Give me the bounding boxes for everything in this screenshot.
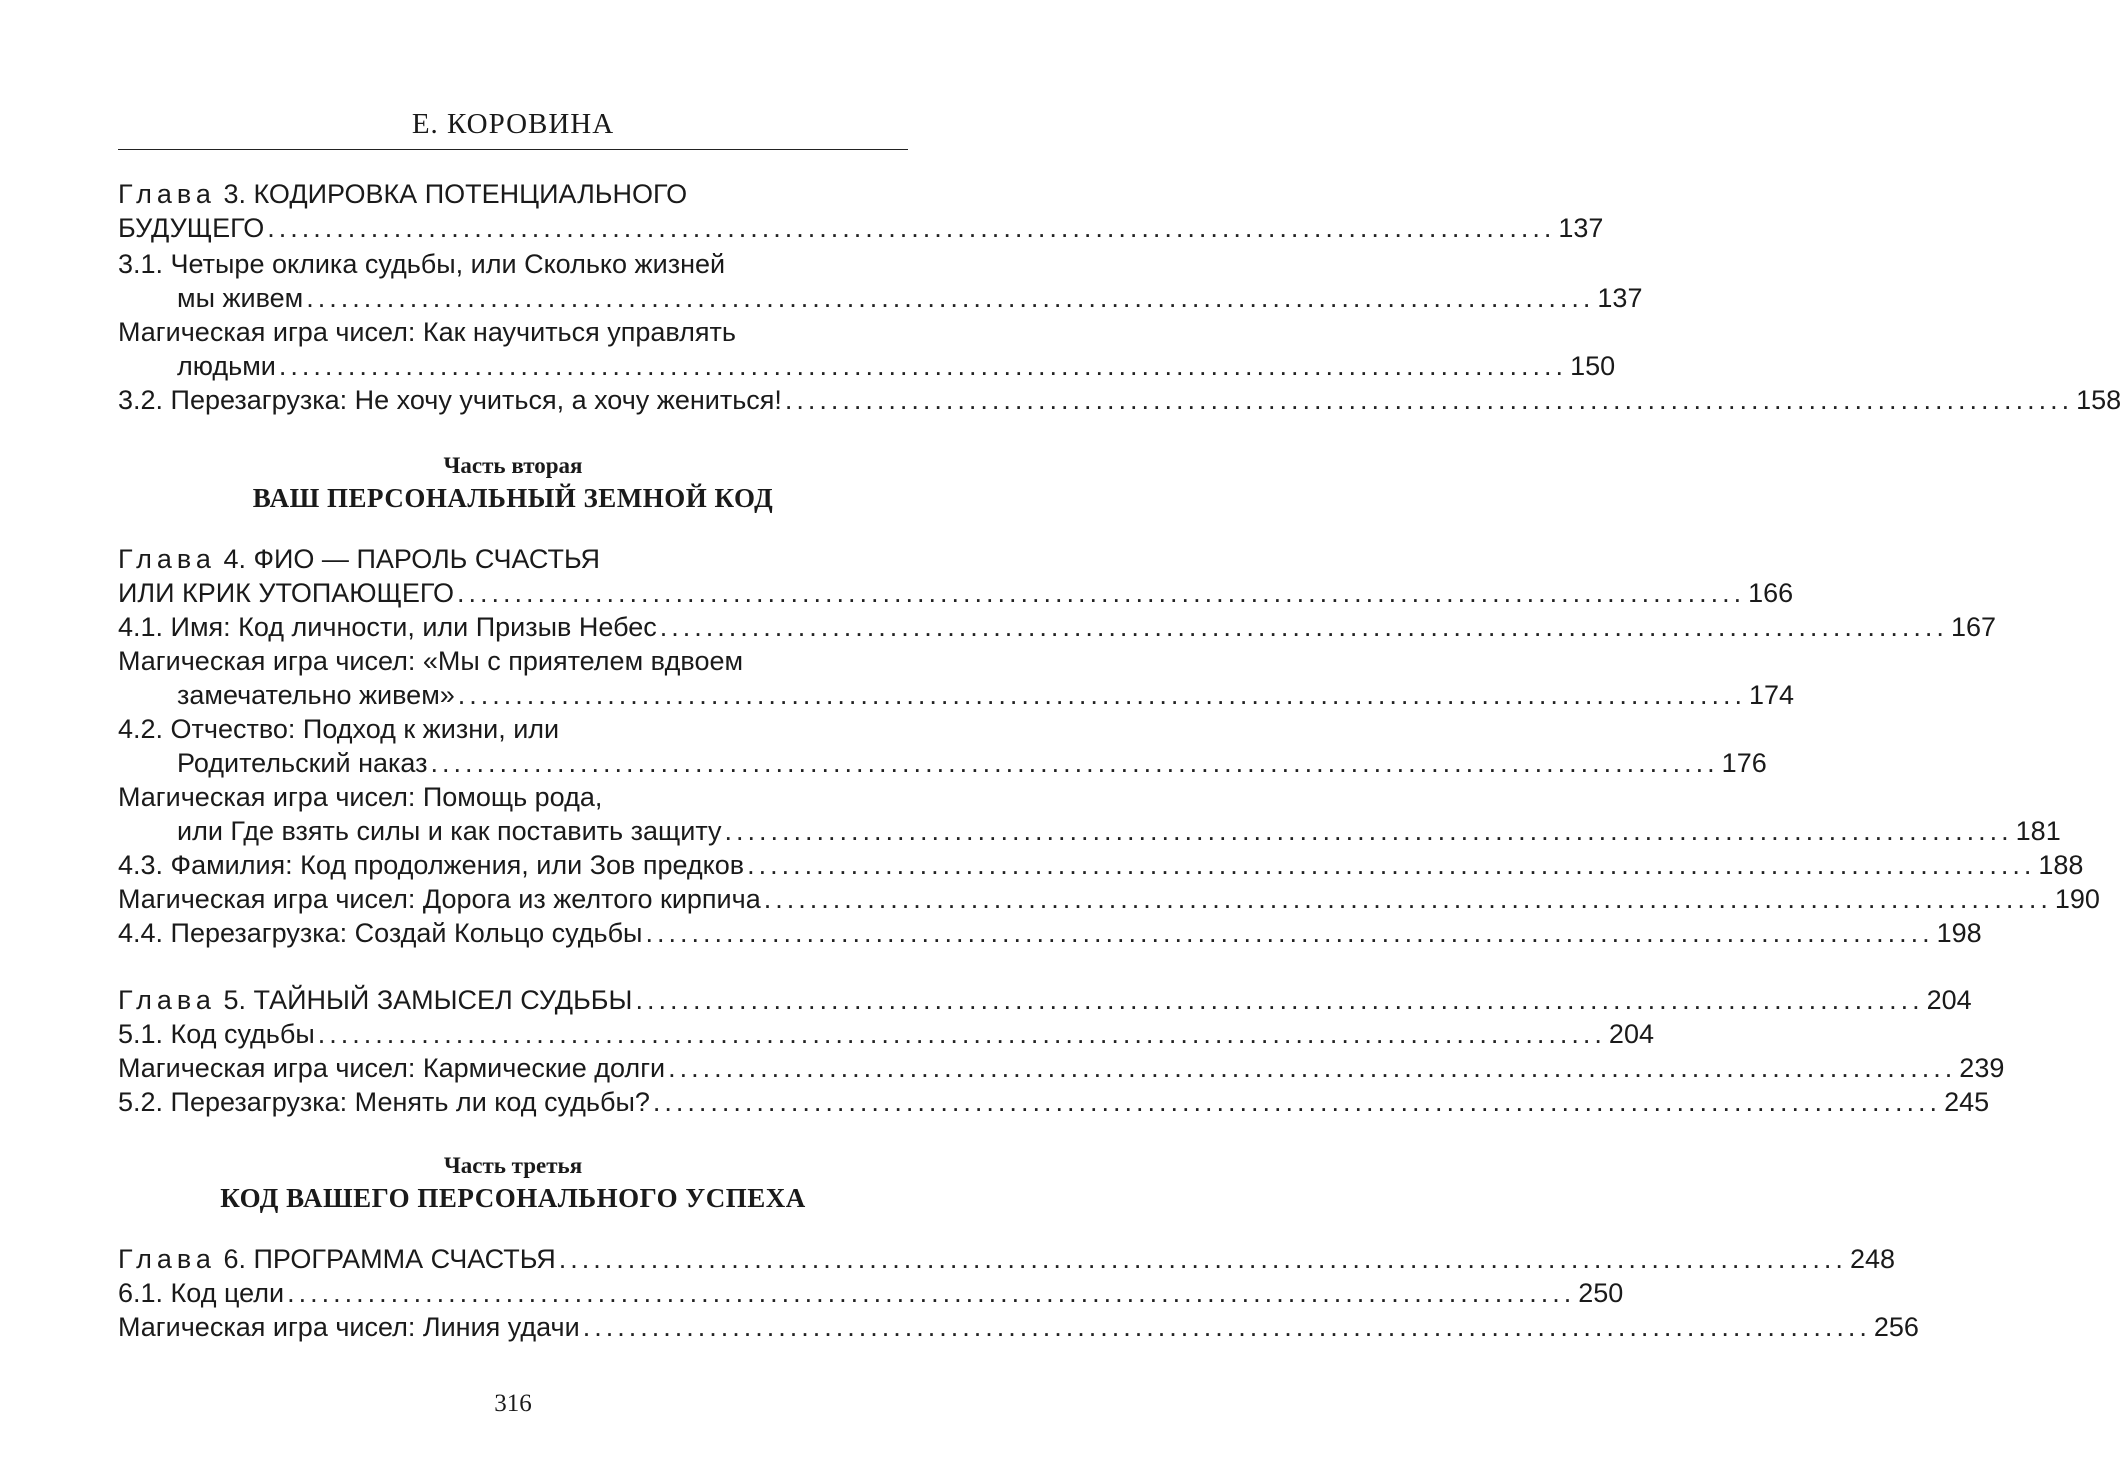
page-ref: 204 — [1926, 985, 1972, 1015]
chapter-prefix: Глава — [118, 1244, 216, 1274]
toc-entry[interactable] — [118, 249, 908, 283]
toc-entry[interactable] — [118, 884, 2100, 918]
dot-leader: ................................................................................................................ — [784, 385, 2074, 415]
entry-title-cont: Родительский наказ — [177, 748, 428, 778]
toc-entry[interactable] — [118, 1087, 1990, 1121]
toc-chapter-4-heading[interactable] — [118, 544, 908, 578]
toc-entry[interactable] — [118, 317, 908, 351]
entry-title-cont: или Где взять силы и как поставить защиту — [177, 816, 722, 846]
chapter-prefix: Глава — [118, 179, 216, 209]
page-ref: 248 — [1849, 1244, 1895, 1274]
dot-leader: ................................................................................................................ — [278, 351, 1568, 381]
dot-leader: ................................................................................................................ — [558, 1244, 1847, 1274]
entry-title: Магическая игра чисел: Кармические долги — [118, 1053, 666, 1083]
entry-title: 4.1. Имя: Код личности, или Призыв Небес — [118, 612, 657, 642]
toc-entry-cont[interactable] — [177, 748, 1767, 782]
chapter-number: 4. — [223, 544, 246, 574]
toc-entry-cont[interactable] — [177, 351, 1616, 385]
dot-leader: ................................................................................................................ — [582, 1312, 1871, 1342]
toc-entry[interactable] — [118, 646, 908, 680]
toc-entry[interactable] — [118, 1019, 1654, 1053]
dot-leader: ................................................................................................................ — [635, 985, 1924, 1015]
chapter-number: 3. — [223, 179, 246, 209]
entry-title: Магическая игра чисел: Как научиться управлять — [118, 317, 736, 347]
dot-leader: ................................................................................................................ — [724, 816, 2013, 846]
toc-chapter-3-heading-cont[interactable] — [118, 213, 1604, 247]
entry-title: 3.1. Четыре оклика судьбы, или Сколько жизней — [118, 249, 726, 279]
dot-leader: ................................................................................................................ — [747, 850, 2036, 880]
part-label: Часть вторая — [443, 453, 583, 478]
running-head: Е. КОРОВИНА — [411, 108, 615, 140]
toc-entry[interactable] — [118, 385, 2121, 419]
entry-title-cont: мы живем — [177, 283, 304, 313]
dot-leader: ................................................................................................................ — [287, 1278, 1576, 1308]
toc-entry[interactable] — [118, 714, 908, 748]
page-ref: 204 — [1608, 1019, 1654, 1049]
page-ref: 250 — [1578, 1278, 1624, 1308]
page-number: 316 — [494, 1390, 532, 1417]
toc-chapter-3-heading[interactable] — [118, 179, 908, 213]
chapter-title: ФИО — ПАРОЛЬ СЧАСТЬЯ — [253, 544, 601, 574]
page-ref: 256 — [1873, 1312, 1919, 1342]
dot-leader: ................................................................................................................ — [668, 1053, 1957, 1083]
page-ref: 150 — [1570, 351, 1616, 381]
entry-title: 4.4. Перезагрузка: Создай Кольцо судьбы — [118, 918, 643, 948]
toc-entry[interactable] — [118, 612, 1996, 646]
entry-title: Магическая игра чисел: «Мы с приятелем вдвоем — [118, 646, 744, 676]
toc-entry-cont[interactable] — [177, 283, 1643, 317]
toc-entry[interactable] — [118, 782, 908, 816]
chapter-number: 6. — [223, 1244, 246, 1274]
entry-title-cont: людьми — [177, 351, 276, 381]
page-ref: 239 — [1959, 1053, 2005, 1083]
toc-entry-cont[interactable] — [177, 680, 1795, 714]
chapter-number: 5. — [223, 985, 246, 1015]
toc-entry-cont[interactable] — [177, 816, 2061, 850]
dot-leader: ................................................................................................................ — [645, 918, 1934, 948]
chapter-prefix: Глава — [118, 544, 216, 574]
dot-leader: ................................................................................................................ — [430, 748, 1719, 778]
page-ref: 176 — [1721, 748, 1767, 778]
page-ref: 158 — [2076, 385, 2121, 415]
dot-leader: ................................................................................................................ — [659, 612, 1948, 642]
page-ref: 198 — [1936, 918, 1982, 948]
toc-chapter-5-heading[interactable] — [118, 985, 1972, 1019]
toc-entry[interactable] — [118, 1278, 1624, 1312]
page-ref: 166 — [1748, 578, 1794, 608]
chapter-title: ПРОГРАММА СЧАСТЬЯ — [253, 1244, 556, 1274]
dot-leader: ................................................................................................................ — [457, 680, 1746, 710]
entry-title: 5.1. Код судьбы — [118, 1019, 315, 1049]
entry-title: Магическая игра чисел: Помощь рода, — [118, 782, 603, 812]
chapter-title-cont: ИЛИ КРИК УТОПАЮЩЕГО — [118, 578, 454, 608]
toc-entry[interactable] — [118, 918, 1982, 952]
page-ref: 137 — [1597, 283, 1643, 313]
entry-title: 6.1. Код цели — [118, 1278, 285, 1308]
page-ref: 137 — [1558, 213, 1604, 243]
part-title: КОД ВАШЕГО ПЕРСОНАЛЬНОГО УСПЕХА — [220, 1183, 806, 1213]
toc-entry[interactable] — [118, 1053, 2005, 1087]
chapter-title: ТАЙНЫЙ ЗАМЫСЕЛ СУДЬБЫ — [253, 985, 633, 1015]
entry-title: 4.3. Фамилия: Код продолжения, или Зов предков — [118, 850, 745, 880]
dot-leader: ................................................................................................................ — [306, 283, 1595, 313]
entry-title: 4.2. Отчество: Подход к жизни, или — [118, 714, 560, 744]
page-ref: 245 — [1944, 1087, 1990, 1117]
page-ref: 167 — [1950, 612, 1996, 642]
toc-entry[interactable] — [118, 1312, 1919, 1346]
chapter-title-cont: БУДУЩЕГО — [118, 213, 265, 243]
page-ref: 181 — [2015, 816, 2061, 846]
dot-leader: ................................................................................................................ — [317, 1019, 1606, 1049]
toc-entry[interactable] — [118, 850, 2084, 884]
entry-title: Магическая игра чисел: Дорога из желтого кирпича — [118, 884, 761, 914]
part-label: Часть третья — [443, 1153, 583, 1178]
entry-title: 3.2. Перезагрузка: Не хочу учиться, а хочу жениться! — [118, 385, 782, 415]
entry-title: Магическая игра чисел: Линия удачи — [118, 1312, 580, 1342]
toc-chapter-6-heading[interactable] — [118, 1244, 1895, 1278]
dot-leader: ................................................................................................................ — [456, 578, 1746, 608]
entry-title-cont: замечательно живем» — [177, 680, 455, 710]
chapter-prefix: Глава — [118, 985, 216, 1015]
toc-chapter-4-heading-cont[interactable] — [118, 578, 1794, 612]
dot-leader: ................................................................................................................ — [763, 884, 2052, 914]
dot-leader: ................................................................................................................ — [267, 213, 1556, 243]
chapter-title: КОДИРОВКА ПОТЕНЦИАЛЬНОГО — [253, 179, 688, 209]
page-ref: 190 — [2054, 884, 2100, 914]
dot-leader: ................................................................................................................ — [652, 1087, 1942, 1117]
page-ref: 188 — [2038, 850, 2084, 880]
entry-title: 5.2. Перезагрузка: Менять ли код судьбы? — [118, 1087, 650, 1117]
header-rule — [118, 149, 908, 150]
page-ref: 174 — [1748, 680, 1795, 710]
part-title: ВАШ ПЕРСОНАЛЬНЫЙ ЗЕМНОЙ КОД — [252, 483, 774, 513]
